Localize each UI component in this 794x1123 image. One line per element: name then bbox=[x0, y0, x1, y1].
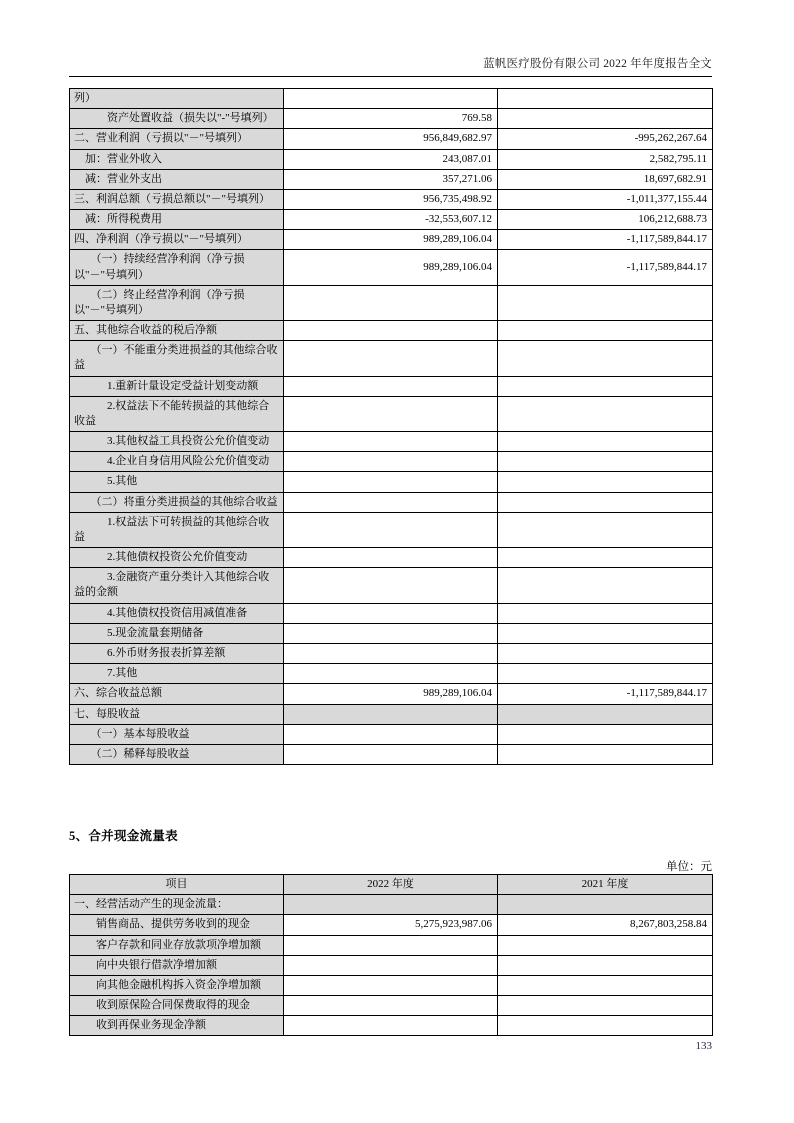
row-value-prior-period bbox=[498, 568, 713, 603]
row-label: 四、净利润（净亏损以"－"号填列） bbox=[70, 230, 284, 250]
row-value-prior-period bbox=[498, 285, 713, 320]
row-value-prior-period bbox=[498, 724, 713, 744]
row-value-current-period: -32,553,607.12 bbox=[284, 210, 498, 230]
row-label: 6.外币财务报表折算差额 bbox=[70, 643, 284, 663]
row-value-current-period bbox=[284, 623, 498, 643]
row-label: 3.其他权益工具投资公允价值变动 bbox=[70, 432, 284, 452]
row-value-current-period bbox=[284, 704, 498, 724]
row-value-current-period bbox=[284, 432, 498, 452]
row-value-prior-period bbox=[498, 996, 713, 1016]
table-row bbox=[70, 285, 713, 320]
row-value-current-period bbox=[284, 376, 498, 396]
row-label: 资产处置收益（损失以"-"号填列） bbox=[70, 109, 284, 129]
row-value-current-period bbox=[284, 492, 498, 512]
table-row bbox=[70, 935, 713, 955]
row-value-current-period bbox=[284, 955, 498, 975]
row-label: 收到再保业务现金净额 bbox=[70, 1016, 284, 1036]
table-row bbox=[70, 975, 713, 995]
row-value-current-period bbox=[284, 568, 498, 603]
table-row bbox=[70, 548, 713, 568]
row-value-prior-period bbox=[498, 396, 713, 431]
column-header: 2022 年度 bbox=[284, 875, 498, 895]
row-label: 销售商品、提供劳务收到的现金 bbox=[70, 915, 284, 935]
table-row bbox=[70, 684, 713, 704]
table-row bbox=[70, 230, 713, 250]
table-row bbox=[70, 643, 713, 663]
row-label: 4.企业自身信用风险公允价值变动 bbox=[70, 452, 284, 472]
row-value-prior-period bbox=[498, 935, 713, 955]
row-label: 收到原保险合同保费取得的现金 bbox=[70, 996, 284, 1016]
row-value-prior-period bbox=[498, 321, 713, 341]
table-row bbox=[70, 376, 713, 396]
table-row bbox=[70, 189, 713, 209]
row-value-current-period bbox=[284, 975, 498, 995]
cashflow-section-title: 5、合并现金流量表 bbox=[69, 829, 178, 843]
row-label: 一、经营活动产生的现金流量： bbox=[70, 895, 284, 915]
row-label: （二）稀释每股收益 bbox=[70, 744, 284, 764]
table-row bbox=[70, 895, 713, 915]
table-row bbox=[70, 210, 713, 230]
column-header: 2021 年度 bbox=[498, 875, 713, 895]
row-value-current-period: 243,087.01 bbox=[284, 149, 498, 169]
income-statement-table bbox=[69, 88, 713, 765]
row-value-prior-period bbox=[498, 603, 713, 623]
row-value-current-period bbox=[284, 935, 498, 955]
row-label: 加：营业外收入 bbox=[70, 149, 284, 169]
row-value-current-period bbox=[284, 341, 498, 376]
row-value-current-period: 956,849,682.97 bbox=[284, 129, 498, 149]
cashflow-statement-table bbox=[69, 874, 713, 1036]
row-value-current-period bbox=[284, 89, 498, 109]
table-row bbox=[70, 623, 713, 643]
row-value-current-period: 956,735,498.92 bbox=[284, 189, 498, 209]
cashflow-unit-label: 单位：元 bbox=[666, 861, 712, 873]
row-value-prior-period: -1,117,589,844.17 bbox=[498, 684, 713, 704]
row-value-prior-period bbox=[498, 623, 713, 643]
row-label: 3.金融资产重分类计入其他综合收益的金额 bbox=[70, 568, 284, 603]
row-value-prior-period bbox=[498, 472, 713, 492]
row-label: 三、利润总额（亏损总额以"－"号填列） bbox=[70, 189, 284, 209]
row-value-current-period bbox=[284, 996, 498, 1016]
row-label: 减：所得税费用 bbox=[70, 210, 284, 230]
table-row bbox=[70, 724, 713, 744]
row-value-current-period bbox=[284, 548, 498, 568]
column-header: 项目 bbox=[70, 875, 284, 895]
row-label: 客户存款和同业存放款项净增加额 bbox=[70, 935, 284, 955]
row-label: （一）不能重分类进损益的其他综合收益 bbox=[70, 341, 284, 376]
table-header-row bbox=[70, 875, 713, 895]
table-row bbox=[70, 603, 713, 623]
row-value-prior-period bbox=[498, 512, 713, 547]
row-value-current-period bbox=[284, 895, 498, 915]
row-value-prior-period bbox=[498, 432, 713, 452]
row-label: 向中央银行借款净增加额 bbox=[70, 955, 284, 975]
row-value-prior-period: -1,011,377,155.44 bbox=[498, 189, 713, 209]
row-value-prior-period bbox=[498, 955, 713, 975]
row-value-prior-period bbox=[498, 452, 713, 472]
row-label: 1.重新计量设定受益计划变动额 bbox=[70, 376, 284, 396]
row-value-current-period: 989,289,106.04 bbox=[284, 684, 498, 704]
page-header: 蓝帆医疗股份有限公司 2022 年年度报告全文 bbox=[483, 58, 712, 70]
row-label: 5.现金流量套期储备 bbox=[70, 623, 284, 643]
row-label: 五、其他综合收益的税后净额 bbox=[70, 321, 284, 341]
table-row bbox=[70, 472, 713, 492]
table-row bbox=[70, 512, 713, 547]
row-value-prior-period bbox=[498, 664, 713, 684]
table-row bbox=[70, 396, 713, 431]
cashflow-statement-body bbox=[70, 875, 713, 1036]
row-label: 二、营业利润（亏损以"－"号填列） bbox=[70, 129, 284, 149]
row-value-current-period bbox=[284, 321, 498, 341]
table-row bbox=[70, 341, 713, 376]
row-value-prior-period bbox=[498, 341, 713, 376]
table-row bbox=[70, 321, 713, 341]
row-label: 列） bbox=[70, 89, 284, 109]
row-value-current-period bbox=[284, 643, 498, 663]
row-value-prior-period bbox=[498, 744, 713, 764]
row-value-prior-period: 8,267,803,258.84 bbox=[498, 915, 713, 935]
row-value-prior-period bbox=[498, 975, 713, 995]
row-value-prior-period bbox=[498, 895, 713, 915]
table-row bbox=[70, 452, 713, 472]
table-row bbox=[70, 704, 713, 724]
row-label: 2.其他债权投资公允价值变动 bbox=[70, 548, 284, 568]
table-row bbox=[70, 129, 713, 149]
row-value-current-period bbox=[284, 664, 498, 684]
row-value-current-period bbox=[284, 744, 498, 764]
table-row bbox=[70, 89, 713, 109]
table-row bbox=[70, 955, 713, 975]
table-row bbox=[70, 744, 713, 764]
table-row bbox=[70, 250, 713, 285]
table-row bbox=[70, 664, 713, 684]
table-row bbox=[70, 915, 713, 935]
row-value-prior-period bbox=[498, 704, 713, 724]
row-label: （二）终止经营净利润（净亏损以"－"号填列） bbox=[70, 285, 284, 320]
row-value-prior-period: 2,582,795.11 bbox=[498, 149, 713, 169]
row-value-prior-period bbox=[498, 548, 713, 568]
row-value-current-period: 357,271.06 bbox=[284, 169, 498, 189]
row-label: 1.权益法下可转损益的其他综合收益 bbox=[70, 512, 284, 547]
row-value-current-period bbox=[284, 603, 498, 623]
row-label: （一）基本每股收益 bbox=[70, 724, 284, 744]
row-value-current-period bbox=[284, 724, 498, 744]
row-label: 2.权益法下不能转损益的其他综合收益 bbox=[70, 396, 284, 431]
row-value-current-period: 769.58 bbox=[284, 109, 498, 129]
table-row bbox=[70, 1016, 713, 1036]
table-row bbox=[70, 109, 713, 129]
row-value-prior-period: 106,212,688.73 bbox=[498, 210, 713, 230]
row-label: 5.其他 bbox=[70, 472, 284, 492]
table-row bbox=[70, 149, 713, 169]
row-label: 减：营业外支出 bbox=[70, 169, 284, 189]
row-label: 4.其他债权投资信用减值准备 bbox=[70, 603, 284, 623]
table-row bbox=[70, 568, 713, 603]
row-value-prior-period bbox=[498, 1016, 713, 1036]
table-row bbox=[70, 492, 713, 512]
row-value-current-period: 989,289,106.04 bbox=[284, 230, 498, 250]
row-value-prior-period bbox=[498, 109, 713, 129]
row-value-current-period bbox=[284, 512, 498, 547]
row-value-prior-period bbox=[498, 89, 713, 109]
row-value-current-period bbox=[284, 1016, 498, 1036]
row-value-prior-period: -995,262,267.64 bbox=[498, 129, 713, 149]
row-label: 七、每股收益 bbox=[70, 704, 284, 724]
row-value-current-period bbox=[284, 396, 498, 431]
row-value-prior-period: -1,117,589,844.17 bbox=[498, 250, 713, 285]
row-value-current-period bbox=[284, 285, 498, 320]
row-value-current-period: 5,275,923,987.06 bbox=[284, 915, 498, 935]
income-statement-body bbox=[70, 89, 713, 765]
row-value-prior-period bbox=[498, 376, 713, 396]
row-value-prior-period: 18,697,682.91 bbox=[498, 169, 713, 189]
row-value-current-period: 989,289,106.04 bbox=[284, 250, 498, 285]
header-divider bbox=[69, 76, 712, 77]
row-label: （二）将重分类进损益的其他综合收益 bbox=[70, 492, 284, 512]
row-value-prior-period bbox=[498, 492, 713, 512]
row-value-current-period bbox=[284, 452, 498, 472]
table-row bbox=[70, 169, 713, 189]
row-value-prior-period: -1,117,589,844.17 bbox=[498, 230, 713, 250]
row-label: 7.其他 bbox=[70, 664, 284, 684]
row-label: 六、综合收益总额 bbox=[70, 684, 284, 704]
row-value-prior-period bbox=[498, 643, 713, 663]
row-value-current-period bbox=[284, 472, 498, 492]
row-label: 向其他金融机构拆入资金净增加额 bbox=[70, 975, 284, 995]
page-number: 133 bbox=[695, 1040, 712, 1052]
table-row bbox=[70, 432, 713, 452]
row-label: （一）持续经营净利润（净亏损以"－"号填列） bbox=[70, 250, 284, 285]
table-row bbox=[70, 996, 713, 1016]
